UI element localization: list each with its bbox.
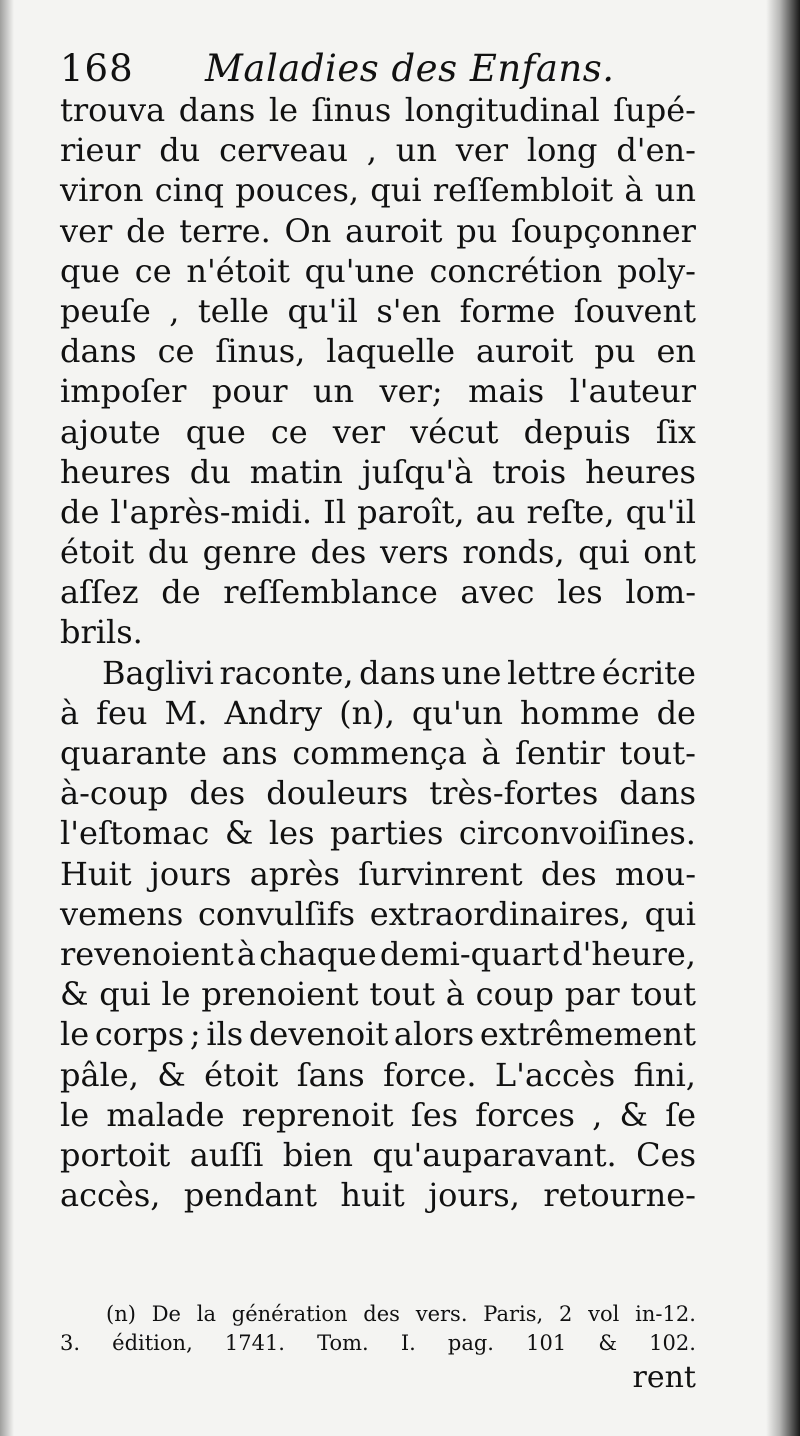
text-line: brils. [60, 613, 143, 652]
running-title: Maladies des Enfans. [205, 47, 615, 90]
text-line: ajoute que ce ver vécut depuis ſix [60, 412, 696, 451]
text-line: de l'après-midi. Il paroît, au reſte, qu'il [60, 492, 696, 531]
text-line: impoſer pour un ver; mais l'auteur [60, 372, 696, 411]
text-line: accès, pendant huit jours, retourne- [60, 1176, 696, 1215]
footnote-line: (n) De la génération des vers. Paris, 2 vol in-12. [106, 1302, 696, 1326]
text-line: peuſe , telle qu'il s'en forme ſouvent [60, 291, 696, 330]
text-line: dans ce ſinus, laquelle auroit pu en [60, 332, 696, 371]
footnote-block [60, 1300, 696, 1358]
text-line: à-coup des douleurs très-fortes dans [60, 774, 696, 813]
page-gutter-shadow [766, 0, 800, 1436]
text-line: revenoient à chaque demi-quart d'heure, [60, 934, 696, 973]
text-line: & qui le prenoient tout à coup par tout [60, 975, 696, 1014]
text-line: trouva dans le ſinus longitudinal ſupé- [60, 91, 696, 129]
text-line: heures du matin juſqu'à trois heures [60, 452, 696, 491]
text-line: ver de terre. On auroit pu ſoupçonner [60, 211, 696, 250]
text-line: étoit du genre des vers ronds, qui ont [60, 533, 696, 572]
footnote-line: 3. édition, 1741. Tom. I. pag. 101 & 102. [60, 1331, 696, 1355]
text-line: quarante ans commença à ſentir tout- [60, 734, 696, 772]
text-line: Baglivi raconte, dans une lettre écrite [102, 653, 696, 692]
text-line: Huit jours après ſurvinrent des mou- [60, 854, 696, 893]
text-line: portoit auſſi bien qu'auparavant. Ces [60, 1135, 696, 1174]
text-line: vemens convulſifs extraordinaires, qui [60, 894, 696, 933]
running-head [60, 44, 700, 94]
text-line: l'eſtomac & les parties circonvoiſines. [60, 814, 696, 853]
text-line: à feu M. Andry (n), qu'un homme de [60, 693, 696, 732]
text-line: viron cinq pouces, qui reſſembloit à un [60, 171, 696, 210]
catchword: rent [632, 1360, 696, 1395]
text-line: le malade reprenoit ſes forces , & ſe [60, 1095, 696, 1134]
page-left-shadow [0, 0, 14, 1436]
body-text [60, 90, 696, 1215]
page-number: 168 [60, 47, 134, 90]
text-line: le corps ; ils devenoit alors extrêmement [60, 1015, 696, 1054]
text-line: aſſez de reſſemblance avec les lom- [60, 573, 696, 612]
text-line: pâle, & étoit ſans force. L'accès fini, [60, 1055, 696, 1094]
text-line: que ce n'étoit qu'une concrétion poly- [60, 251, 696, 290]
text-line: rieur du cerveau , un ver long d'en- [60, 131, 696, 170]
